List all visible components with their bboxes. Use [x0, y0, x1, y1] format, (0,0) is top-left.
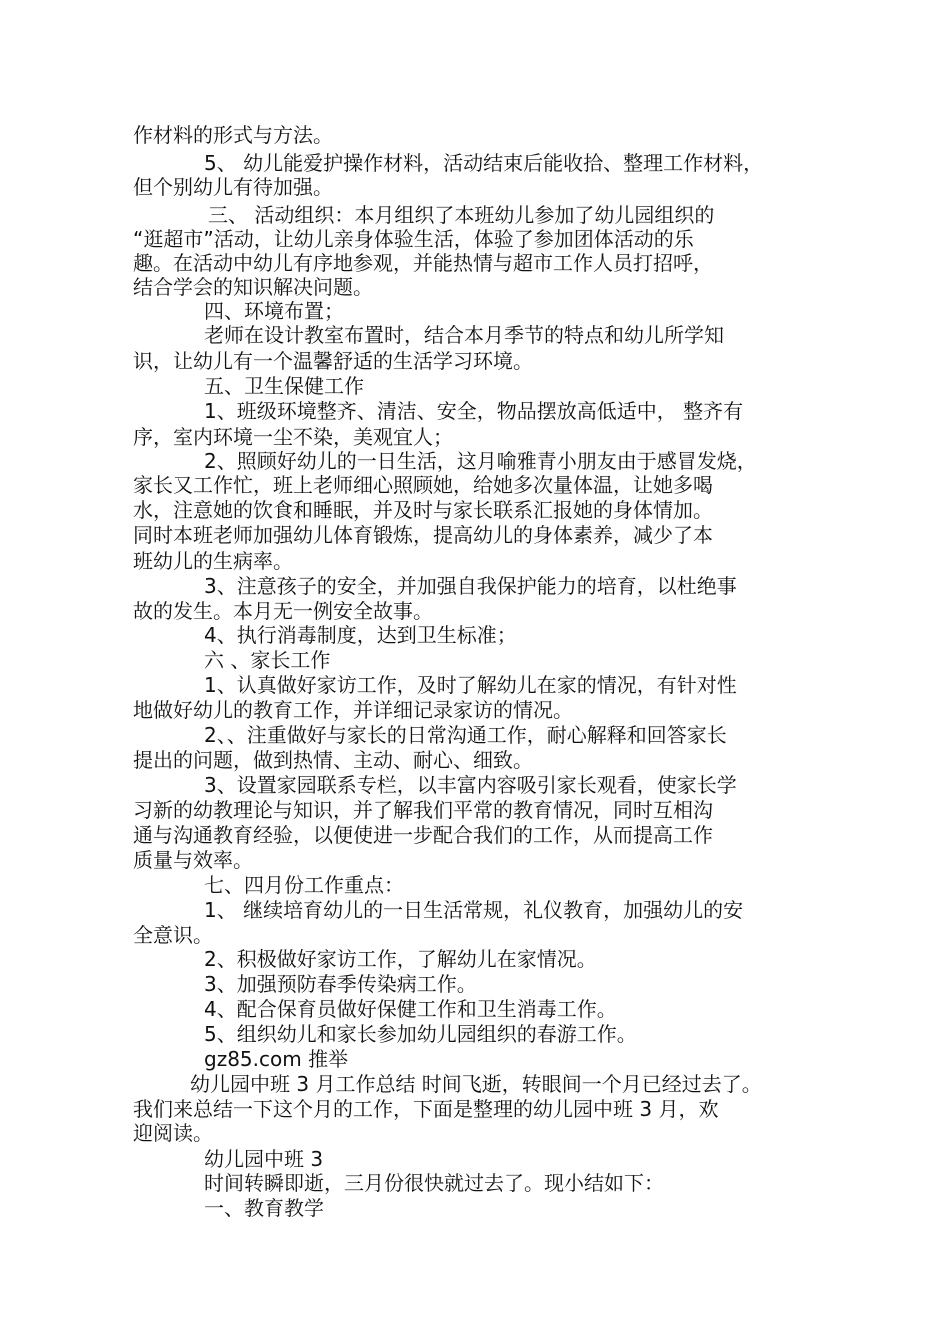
- text-line: 趣。在活动中幼儿有序地参观，并能热情与超市工作人员打招呼，: [133, 251, 713, 275]
- text-line: 质量与效率。: [133, 848, 253, 872]
- text-line: 同时本班老师加强幼儿体育锻炼，提高幼儿的身体素养，减少了本: [133, 523, 713, 547]
- text-line: 3、设置家园联系专栏，以丰富内容吸引家长观看，使家长学: [204, 773, 737, 797]
- text-line: “逛超市”活动，让幼儿亲身体验生活，体验了参加团体活动的乐: [133, 227, 694, 251]
- text-line: 全意识。: [133, 923, 213, 947]
- text-line: 1、班级环境整齐、清洁、安全，物品摆放高低适中， 整齐有: [204, 399, 744, 423]
- text-line: 我们来总结一下这个月的工作，下面是整理的幼儿园中班 3 月，欢: [133, 1097, 719, 1121]
- text-line: 班幼儿的生病率。: [133, 549, 293, 573]
- text-line: 5、组织幼儿和家长参加幼儿园组织的春游工作。: [204, 1022, 637, 1046]
- text-line: 迎阅读。: [133, 1121, 213, 1145]
- recommend-line: gz85.com 推举: [204, 1047, 349, 1071]
- text-line: 三、 活动组织：本月组织了本班幼儿参加了幼儿园组织的: [208, 203, 715, 227]
- text-line: 1、认真做好家访工作，及时了解幼儿在家的情况，有针对性: [204, 673, 737, 697]
- section-heading: 六 、家长工作: [204, 648, 331, 672]
- text-line: 1、 继续培育幼儿的一日生活常规，礼仪教育，加强幼儿的安: [204, 898, 744, 922]
- section-heading: 七、四月份工作重点：: [204, 873, 404, 897]
- text-line: 家长又工作忙，班上老师细心照顾她，给她多次量体温，让她多喝: [133, 473, 713, 497]
- text-line: 地做好幼儿的教育工作，并详细记录家访的情况。: [133, 698, 573, 722]
- text-line: 作材料的形式与方法。: [133, 123, 333, 147]
- section-heading: 四、环境布置；: [204, 299, 344, 323]
- text-line: 但个别幼儿有待加强。: [133, 175, 333, 199]
- text-line: 幼儿园中班 3 月工作总结 时间飞逝，转眼间一个月已经过去了。: [190, 1072, 762, 1096]
- text-line: 3、加强预防春季传染病工作。: [204, 972, 477, 996]
- text-line: 序，室内环境一尘不染，美观宜人；: [133, 425, 453, 449]
- text-line: 故的发生。本月无一例安全故事。: [133, 599, 433, 623]
- text-line: 2、照顾好幼儿的一日生活，这月喻雅青小朋友由于感冒发烧，: [204, 449, 757, 473]
- text-line: 时间转瞬即逝，三月份很快就过去了。现小结如下：: [204, 1171, 664, 1195]
- text-line: 习新的幼教理论与知识，并了解我们平常的教育情况，同时互相沟: [133, 798, 713, 822]
- text-line: 老师在设计教室布置时，结合本月季节的特点和幼儿所学知: [204, 323, 724, 347]
- text-line: 2、积极做好家访工作，了解幼儿在家情况。: [204, 947, 597, 971]
- section-heading: 五、卫生保健工作: [204, 374, 364, 398]
- text-line: 3、注意孩子的安全，并加强自我保护能力的培育，以杜绝事: [204, 574, 737, 598]
- text-line: 通与沟通教育经验，以便使进一步配合我们的工作，从而提高工作: [133, 823, 713, 847]
- text-line: 识，让幼儿有一个温馨舒适的生活学习环境。: [133, 349, 533, 373]
- text-line: 4、配合保育员做好保健工作和卫生消毒工作。: [204, 997, 617, 1021]
- text-line: 2、、注重做好与家长的日常沟通工作，耐心解释和回答家长: [204, 723, 727, 747]
- text-line: 4、执行消毒制度，达到卫生标准；: [204, 623, 517, 647]
- section-heading: 一、教育教学: [204, 1196, 324, 1220]
- text-line: 5、 幼儿能爱护操作材料，活动结束后能收拾、整理工作材料，: [204, 151, 764, 175]
- text-line: 水，注意她的饮食和睡眠，并及时与家长联系汇报她的身体情加。: [133, 498, 713, 522]
- text-line: 提出的问题，做到热情、主动、耐心、细致。: [133, 748, 533, 772]
- section-heading: 幼儿园中班 3: [204, 1147, 324, 1171]
- text-line: 结合学会的知识解决问题。: [133, 275, 373, 299]
